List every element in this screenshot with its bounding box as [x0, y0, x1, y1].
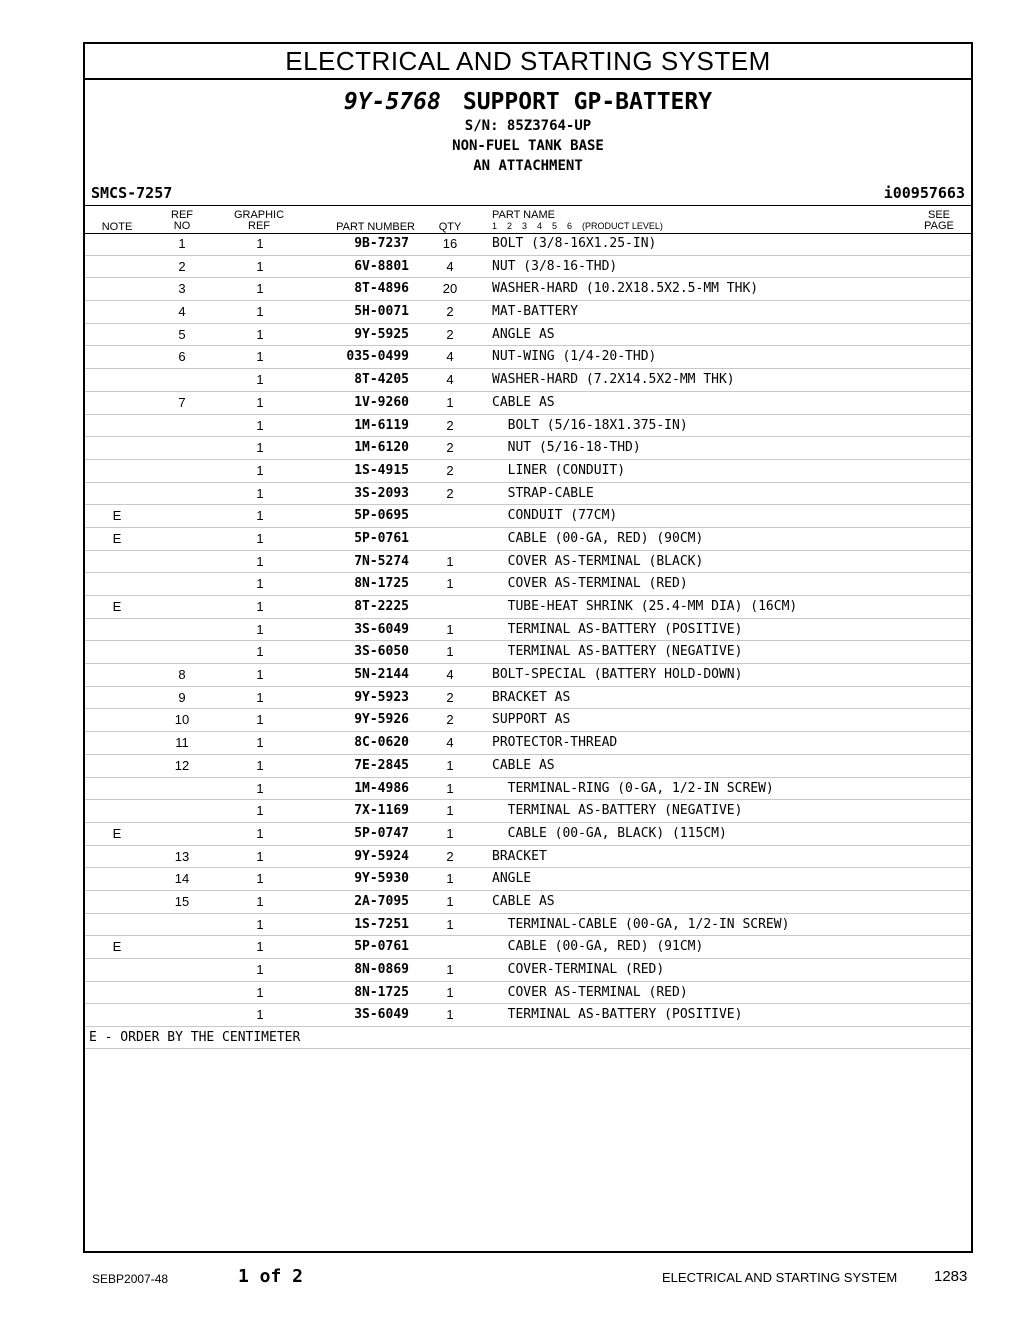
part-number-cell: 8N-1725: [354, 984, 409, 1000]
part-number-cell: 8N-1725: [354, 576, 409, 592]
qty-cell: 4: [446, 349, 454, 365]
qty-cell: 2: [446, 304, 454, 320]
section-title: ELECTRICAL AND STARTING SYSTEM: [85, 44, 971, 80]
group-line-2: NON-FUEL TANK BASE: [452, 138, 604, 154]
part-number-cell: 5N-2144: [354, 667, 409, 683]
part-name-cell: CONDUIT (77CM): [492, 508, 618, 524]
part-number-cell: 7X-1169: [354, 803, 409, 819]
qty-cell: 1: [446, 621, 454, 637]
qty-cell: 2: [446, 326, 454, 342]
table-row: [85, 982, 971, 1005]
ref-no-cell: 14: [174, 871, 190, 887]
qty-cell: 1: [446, 984, 454, 1000]
col-see-page: [919, 210, 959, 232]
graphic-ref-cell: 1: [256, 712, 264, 728]
part-number-cell: 5P-0695: [354, 508, 409, 524]
table-row: [85, 914, 971, 937]
table-row: [85, 846, 971, 869]
ref-no-cell: 4: [178, 304, 186, 320]
table-row: [85, 936, 971, 959]
part-number-cell: 1V-9260: [354, 394, 409, 410]
part-number-cell: 1M-6120: [354, 440, 409, 456]
col-part-name: [492, 210, 663, 232]
qty-cell: 1: [446, 1007, 454, 1023]
graphic-ref-cell: 1: [256, 326, 264, 342]
part-number-cell: 8N-0869: [354, 962, 409, 977]
qty-cell: 1: [446, 803, 454, 819]
table-row: [85, 687, 971, 710]
qty-cell: 4: [446, 735, 454, 751]
part-number-cell: 9Y-5924: [354, 848, 409, 864]
part-number-cell: 5P-0761: [354, 530, 409, 546]
qty-cell: 1: [446, 893, 454, 909]
part-number-cell: 6V-8801: [354, 258, 409, 274]
part-number-cell: 5H-0071: [354, 304, 409, 320]
qty-cell: 1: [446, 780, 454, 796]
table-row: [85, 483, 971, 506]
part-number-cell: 8C-0620: [354, 735, 409, 751]
part-number-cell: 9Y-5923: [354, 689, 409, 705]
part-number-cell: 9B-7237: [354, 236, 409, 251]
ref-no-cell: 13: [174, 848, 190, 864]
part-name-cell: CABLE (00-GA, RED) (91CM): [492, 939, 704, 955]
part-name-cell: SUPPORT AS: [492, 712, 571, 728]
table-row: [85, 505, 971, 528]
table-row: [85, 823, 971, 846]
qty-cell: 1: [446, 962, 454, 977]
graphic-ref-cell: 1: [256, 871, 264, 887]
table-row: [85, 437, 971, 460]
graphic-ref-cell: 1: [256, 1007, 264, 1023]
graphic-ref-cell: 1: [256, 825, 264, 841]
part-number-cell: 5P-0761: [354, 939, 409, 955]
part-number-cell: 7E-2845: [354, 757, 409, 773]
ref-no-cell: 9: [178, 689, 186, 705]
part-name-cell: TERMINAL AS-BATTERY (POSITIVE): [492, 1007, 743, 1023]
graphic-ref-cell: 1: [256, 757, 264, 773]
table-row: [85, 755, 971, 778]
graphic-ref-cell: 1: [256, 939, 264, 955]
part-name-cell: COVER-TERMINAL (RED): [492, 962, 665, 977]
part-name-cell: BRACKET AS: [492, 689, 571, 705]
qty-cell: 2: [446, 712, 454, 728]
table-row: [85, 528, 971, 551]
part-number-cell: 1M-6119: [354, 417, 409, 433]
table-row: [85, 732, 971, 755]
ref-no-cell: 11: [175, 735, 189, 751]
part-name-cell: COVER AS-TERMINAL (BLACK): [492, 553, 704, 569]
part-number-cell: 1S-4915: [354, 462, 409, 478]
col-graphic: [229, 210, 289, 232]
part-number-cell: 3S-2093: [354, 485, 409, 501]
graphic-ref-cell: 1: [256, 644, 264, 660]
part-name-cell: BRACKET: [492, 848, 547, 864]
ref-no-cell: 6: [178, 349, 186, 365]
part-name-cell: STRAP-CABLE: [492, 485, 594, 501]
graphic-ref-cell: 1: [256, 803, 264, 819]
part-number-cell: 2A-7095: [354, 893, 409, 909]
graphic-ref-cell: 1: [256, 440, 264, 456]
ref-no-cell: 10: [174, 712, 190, 728]
graphic-ref-cell: 1: [256, 372, 264, 388]
part-number-cell: 5P-0747: [354, 825, 409, 841]
graphic-ref-cell: 1: [256, 394, 264, 410]
graphic-ref-cell: 1: [256, 735, 264, 751]
part-number-cell: 8T-2225: [354, 599, 409, 614]
part-name-cell: TERMINAL-RING (0-GA, 1/2-IN SCREW): [492, 780, 774, 796]
col-qty: QTY: [438, 221, 462, 233]
qty-cell: 4: [446, 667, 454, 683]
table-row: [85, 800, 971, 823]
group-name: SUPPORT GP-BATTERY: [462, 89, 713, 115]
graphic-ref-cell: 1: [256, 462, 264, 478]
qty-cell: 2: [446, 440, 454, 456]
table-row: [85, 369, 971, 392]
ref-no-cell: 7: [178, 394, 186, 410]
ref-no-cell: 5: [178, 326, 186, 342]
table-row: [85, 664, 971, 687]
graphic-ref-cell: 1: [256, 780, 264, 796]
footnote: E - ORDER BY THE CENTIMETER: [85, 1027, 971, 1049]
col-part-name-line1: PART NAME: [492, 209, 555, 221]
qty-cell: 2: [446, 462, 454, 478]
table-row: [85, 324, 971, 347]
part-name-cell: TUBE-HEAT SHRINK (25.4-MM DIA) (16CM): [492, 599, 798, 614]
table-row: [85, 256, 971, 279]
table-row: [85, 959, 971, 982]
col-product-level: 1 2 3 4 5 6 (PRODUCT LEVEL): [492, 221, 663, 231]
part-number-cell: 035-0499: [346, 349, 409, 365]
ref-no-cell: 12: [174, 757, 190, 773]
group-header: [85, 78, 971, 176]
part-number-cell: 9Y-5925: [354, 326, 409, 342]
table-row: [85, 415, 971, 438]
group-line-3: AN ATTACHMENT: [473, 158, 583, 174]
qty-cell: 2: [446, 848, 454, 864]
illustration-id: i00957663: [883, 184, 965, 202]
part-name-cell: ANGLE AS: [492, 326, 555, 342]
part-name-cell: LINER (CONDUIT): [492, 462, 626, 478]
graphic-ref-cell: 1: [256, 848, 264, 864]
qty-cell: 1: [446, 553, 454, 569]
table-row: [85, 460, 971, 483]
graphic-ref-cell: 1: [256, 508, 264, 524]
part-number-cell: 8T-4896: [354, 281, 409, 297]
col-ref-line1: REF: [171, 209, 193, 221]
col-part-number: PART NUMBER: [336, 221, 415, 233]
part-name-cell: NUT (3/8-16-THD): [492, 258, 618, 274]
graphic-ref-cell: 1: [256, 599, 264, 614]
part-number-cell: 9Y-5926: [354, 712, 409, 728]
part-name-cell: WASHER-HARD (10.2X18.5X2.5-MM THK): [492, 281, 759, 297]
ref-no-cell: 8: [178, 667, 186, 683]
graphic-ref-cell: 1: [256, 621, 264, 637]
qty-cell: 1: [446, 394, 454, 410]
smcs-code: SMCS-7257: [91, 184, 173, 202]
part-name-cell: CABLE AS: [492, 394, 555, 410]
part-name-cell: BOLT (3/8-16X1.25-IN): [492, 236, 657, 251]
part-number-cell: 1S-7251: [354, 916, 409, 932]
graphic-ref-cell: 1: [256, 667, 264, 683]
table-row: [85, 778, 971, 801]
graphic-ref-cell: 1: [256, 236, 264, 251]
col-ref: [165, 210, 199, 232]
qty-cell: 1: [446, 757, 454, 773]
ref-no-cell: 3: [178, 281, 186, 297]
table-row: [85, 709, 971, 732]
qty-cell: 4: [446, 258, 454, 274]
header-divider: [85, 205, 971, 206]
document-id: SEBP2007-48: [92, 1272, 169, 1286]
graphic-ref-cell: 1: [256, 984, 264, 1000]
graphic-ref-cell: 1: [256, 962, 264, 977]
part-number-cell: 3S-6049: [354, 1007, 409, 1023]
table-row: [85, 891, 971, 914]
graphic-ref-cell: 1: [256, 893, 264, 909]
part-name-cell: NUT-WING (1/4-20-THD): [492, 349, 657, 365]
graphic-ref-cell: 1: [256, 258, 264, 274]
part-name-cell: TERMINAL AS-BATTERY (POSITIVE): [492, 621, 743, 637]
qty-cell: 2: [446, 689, 454, 705]
part-number-cell: 3S-6050: [354, 644, 409, 660]
ref-no-cell: 15: [174, 893, 190, 909]
qty-cell: 1: [446, 576, 454, 592]
page-number: 1283: [934, 1268, 968, 1285]
part-name-cell: BOLT (5/16-18X1.375-IN): [492, 417, 688, 433]
qty-cell: 1: [446, 916, 454, 932]
part-name-cell: COVER AS-TERMINAL (RED): [492, 984, 688, 1000]
part-number-cell: 7N-5274: [354, 553, 409, 569]
graphic-ref-cell: 1: [256, 349, 264, 365]
graphic-ref-cell: 1: [256, 576, 264, 592]
parts-page-frame: [83, 42, 973, 1253]
part-name-cell: CABLE AS: [492, 893, 555, 909]
part-name-cell: TERMINAL AS-BATTERY (NEGATIVE): [492, 803, 743, 819]
part-name-cell: TERMINAL-CABLE (00-GA, 1/2-IN SCREW): [492, 916, 790, 932]
part-number-cell: 9Y-5930: [354, 871, 409, 887]
part-name-cell: WASHER-HARD (7.2X14.5X2-MM THK): [492, 372, 735, 388]
part-name-cell: CABLE (00-GA, RED) (90CM): [492, 530, 704, 546]
group-title: [85, 88, 971, 116]
graphic-ref-cell: 1: [256, 304, 264, 320]
table-row: [85, 641, 971, 664]
part-number-cell: 8T-4205: [354, 372, 409, 388]
table-row: [85, 868, 971, 891]
table-row: [85, 233, 971, 256]
qty-cell: 20: [442, 281, 458, 297]
graphic-ref-cell: 1: [256, 485, 264, 501]
qty-cell: 1: [446, 825, 454, 841]
qty-cell: 16: [442, 236, 458, 251]
graphic-ref-cell: 1: [256, 553, 264, 569]
part-name-cell: CABLE AS: [492, 757, 555, 773]
note-cell: E: [112, 599, 122, 614]
part-name-cell: MAT-BATTERY: [492, 304, 579, 320]
qty-cell: 2: [446, 485, 454, 501]
note-cell: E: [112, 939, 122, 955]
qty-cell: 4: [446, 372, 454, 388]
qty-cell: 2: [446, 417, 454, 433]
part-name-cell: BOLT-SPECIAL (BATTERY HOLD-DOWN): [492, 667, 743, 683]
qty-cell: 1: [446, 644, 454, 660]
part-name-cell: PROTECTOR-THREAD: [492, 735, 618, 751]
part-name-cell: ANGLE: [492, 871, 532, 887]
footer-section: ELECTRICAL AND STARTING SYSTEM: [662, 1270, 898, 1285]
table-row: [85, 301, 971, 324]
serial-number: S/N: 85Z3764-UP: [464, 118, 592, 134]
table-row: [85, 619, 971, 642]
table-row: [85, 278, 971, 301]
col-graphic-line2: REF: [248, 220, 270, 232]
note-cell: E: [112, 530, 122, 546]
note-cell: E: [112, 825, 122, 841]
graphic-ref-cell: 1: [256, 916, 264, 932]
page-of: 1 of 2: [238, 1266, 304, 1287]
group-part-number: 9Y-5768: [343, 89, 441, 115]
table-row: [85, 346, 971, 369]
col-ref-line2: NO: [173, 220, 191, 232]
parts-table: [85, 233, 971, 1049]
note-cell: E: [112, 508, 122, 524]
part-name-cell: NUT (5/16-18-THD): [492, 440, 641, 456]
part-name-cell: TERMINAL AS-BATTERY (NEGATIVE): [492, 644, 743, 660]
col-graphic-line1: GRAPHIC: [233, 209, 285, 221]
table-row: [85, 392, 971, 415]
graphic-ref-cell: 1: [256, 530, 264, 546]
part-number-cell: 1M-4986: [354, 780, 409, 796]
part-name-cell: CABLE (00-GA, BLACK) (115CM): [492, 825, 727, 841]
table-row: [85, 551, 971, 574]
table-row: [85, 573, 971, 596]
col-note: NOTE: [101, 221, 133, 233]
col-see-line1: SEE: [927, 209, 950, 221]
ref-no-cell: 1: [178, 236, 186, 251]
graphic-ref-cell: 1: [256, 417, 264, 433]
part-name-cell: COVER AS-TERMINAL (RED): [492, 576, 688, 592]
qty-cell: 1: [446, 871, 454, 887]
ref-no-cell: 2: [178, 258, 186, 274]
graphic-ref-cell: 1: [256, 281, 264, 297]
table-row: [85, 596, 971, 619]
col-see-line2: PAGE: [924, 220, 954, 232]
part-number-cell: 3S-6049: [354, 621, 409, 637]
table-row: [85, 1004, 971, 1027]
graphic-ref-cell: 1: [256, 689, 264, 705]
